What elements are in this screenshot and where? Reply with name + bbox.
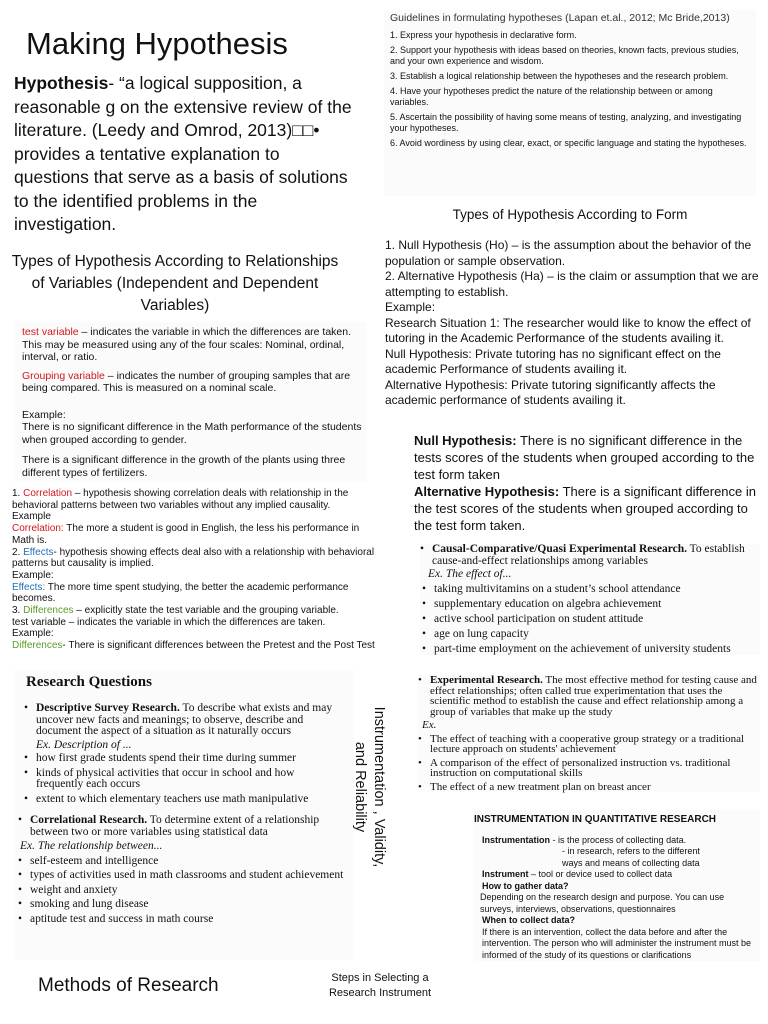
causal-item: • active school participation on student attitude [422,614,760,626]
research-questions-panel [14,670,354,960]
variables-example-2: There is a significant difference in the growth of the plants using three different types of fertilizers. [22,454,346,479]
correlational-item: • smoking and lung disease [18,899,344,911]
grouping-variable-def [22,370,362,395]
causal-item: • part-time employment on the achievement of university students [422,644,760,656]
instrumentation-panel [474,810,760,961]
relationship-types [12,488,384,652]
guideline-item: 6. Avoid wordiness by using clear, exact, or specific language and stating the hypotheses. [390,138,747,148]
experimental-item: • A comparison of the effect of personalized instruction vs. traditional instruction on computational skills [418,758,760,779]
correlational-item: • aptitude test and success in math course [18,914,344,926]
alternative-hypothesis-example: Alternative Hypothesis: Private tutoring significantly affects the academic performance of students availing it. [385,377,716,407]
instrumentation-def-2: - in research, refers to the different [562,846,700,856]
descriptive-item: • extent to which elementary teachers use math manipulative [24,794,344,806]
null-alternative-box [414,432,762,534]
example-label: Example: [12,628,54,640]
causal-example-label: Ex. The effect of... [428,568,512,580]
correlational-item: • weight and anxiety [18,885,344,897]
effects-label: Effects [23,546,54,558]
descriptive-survey-def: • Descriptive Survey Research. To describe what exists and may uncover new facts and meanings; to observe, describe and document the aspect of a situation as it naturally occurs [24,703,344,738]
grouping-variable-text: – indicates the number of grouping samples that are being compared. This is measured on a nominal scale. [22,369,351,394]
test-variable-text: – indicates the variable in which the differences are taken. This may be measured using any of the four scales: Nominal, ordinal, interval, or ratio. [22,326,352,363]
correlational-item: • types of activities used in math classrooms and student achievement [18,870,344,882]
guideline-item: 2. Support your hypothesis with ideas based on theories, known facts, previous studies, and your own experience and wisdom. [390,45,739,66]
page-title: Making Hypothesis [26,26,288,61]
how-to-gather-heading: How to gather data? [482,880,569,891]
hypothesis-definition [14,72,354,237]
guideline-item: 3. Establish a logical relationship between the hypotheses and the research problem. [390,71,729,81]
correlation-label: Correlation [23,488,73,499]
null-hypothesis-label: Null Hypothesis: [414,433,517,448]
causal-comparative-panel [420,544,760,655]
alternative-hypothesis-text: There is a significant difference in the test scores of the students when grouped according to the test form taken. [414,484,756,533]
correlational-example-label: Ex. The relationship between... [20,840,163,852]
causal-item: • age on lung capacity [422,629,760,641]
experimental-item: • The effect of teaching with a cooperative group strategy or a traditional lecture approach on students' achievement [418,734,760,755]
null-hypothesis-example: Null Hypothesis: Private tutoring has no significant effect on the academic Performance of students availing it. [385,346,721,376]
correlational-research-def: • Correlational Research. To determine extent of a relationship between two or more variables using statistical data [18,815,344,838]
variables-example-1: There is no significant difference in the Math performance of the students when grouped according to gender. [22,421,362,446]
experimental-def: • Experimental Research. The most effective method for testing cause and effect relationships; often called true experimentation that uses the scientific method to establish the cause and effect relationship among a group of variables that make up the study [418,675,760,717]
vertical-title [350,677,388,897]
correlation-example: Correlation: The more a student is good in English, the less his performance in Math is. [12,523,360,546]
variables-example-label: Example: [22,408,66,421]
types-form-heading: Types of Hypothesis According to Form [452,207,688,222]
how-to-gather-text: Depending on the research design and purpose. You can use surveys, interviews, observations, questionnaires [480,892,725,914]
example-label: Example: [385,300,436,314]
guideline-item: 5. Ascertain the possibility of having some means of testing, analyzing, and investigating your hypotheses. [390,112,742,133]
instrumentation-def: Instrumentation - is the process of collecting data. [482,834,687,845]
correlational-item: • self-esteem and intelligence [18,856,344,868]
causal-item: • taking multivitamins on a student’s school attendance [422,584,760,596]
hypothesis-term: Hypothesis [14,73,109,93]
test-variable-line: test variable – indicates the variable in which the differences are taken. [12,616,326,628]
differences-label: Differences [23,605,74,617]
descriptive-example-label: Ex. Description of ... [36,738,132,751]
experimental-item: • The effect of a new treatment plan on breast ancer [418,782,760,793]
alternative-hypothesis-label: Alternative Hypothesis: [414,484,560,499]
guideline-item: 4. Have your hypotheses predict the nature of the relationship between or among variables. [390,86,713,107]
test-variable-label: test variable [22,326,79,338]
hypothesis-text: - “a logical supposition, a reasonable g on the extensive review of the literature. (Leedy and Omrod, 2013)□□• provides a tentative explanation to questions that serve as a basis of solutions to the identified problems in the investigation. [14,73,352,234]
experimental-example-label: Ex. [422,719,437,731]
correlation-def: 1. Correlation – hypothesis showing correlation deals with relationship in the behavioral patterns between two variables without any implied causality. [12,488,349,511]
example-label: Example: [12,569,54,581]
guideline-item: 1. Express your hypothesis in declarative form. [390,30,577,40]
null-hypothesis-text: There is no significant difference in the tests scores of the students when grouped according to the test form taken [414,433,755,482]
differences-example: Differences- There is significant differences between the Pretest and the Post Test [12,640,375,652]
when-to-collect-text: If there is an intervention, collect the data before and after the intervention. The person who will administer the instrument must be informed of the study of its questions or clarifications [482,926,751,960]
alternative-hypothesis-statement [414,483,762,534]
experimental-panel [418,675,760,792]
causal-item: • supplementary education on algebra achievement [422,599,760,611]
instrumentation-heading: INSTRUMENTATION IN QUANTITATIVE RESEARCH [474,814,717,825]
guidelines-heading: Guidelines in formulating hypotheses (Lapan et.al., 2012; Mc Bride,2013) [390,12,730,24]
instrumentation-def-3: ways and means of collecting data [562,857,700,868]
research-questions-heading: Research Questions [26,674,152,690]
guidelines-list [390,30,752,149]
null-hypothesis-statement [414,432,762,483]
when-to-collect-heading: When to collect data? [482,915,576,925]
steps-heading: Steps in Selecting a Research Instrument [328,972,432,999]
variables-panel [14,322,366,482]
causal-comparative-def: • Causal-Comparative/Quasi Experimental Research. To establish cause-and-effect relationships among variables [420,544,760,567]
methods-of-research-heading: Methods of Research [38,975,219,996]
alternative-hypothesis-def: 2. Alternative Hypothesis (Ha) – is the claim or assumption that we are attempting to establish. [385,269,759,299]
test-variable-def [22,326,362,364]
null-hypothesis-def: 1. Null Hypothesis (Ho) – is the assumption about the behavior of the population or sample observation. [385,238,752,268]
research-situation: Research Situation 1: The researcher would like to know the effect of tutoring in the Academic Performance of the students availing it. [385,315,751,345]
instrument-def: Instrument – tool or device used to collect data [482,869,673,879]
example-label: Example [12,511,51,523]
descriptive-item: • kinds of physical activities that occur in school and how frequently each occurs [24,768,344,791]
types-relationship-heading: Types of Hypothesis According to Relationships of Variables (Independent and Dependent Variables) [11,253,339,314]
guidelines-panel [384,10,756,196]
vertical-title-line2: and Reliability [352,741,368,833]
effects-example: Effects: The more time spent studying, the better the academic performance becomes. [12,581,349,605]
differences-def: 3. Differences – explicitly state the test variable and the grouping variable. [12,605,339,617]
vertical-title-line1: Instrumentation , Validity, [371,706,387,868]
grouping-variable-label: Grouping variable [22,369,105,382]
types-form-body [385,238,760,409]
effects-def: 2. Effects- hypothesis showing effects deal also with a relationship with behavioral patterns but causality is implied. [12,546,375,570]
descriptive-item: • how first grade students spend their time during summer [24,753,344,765]
